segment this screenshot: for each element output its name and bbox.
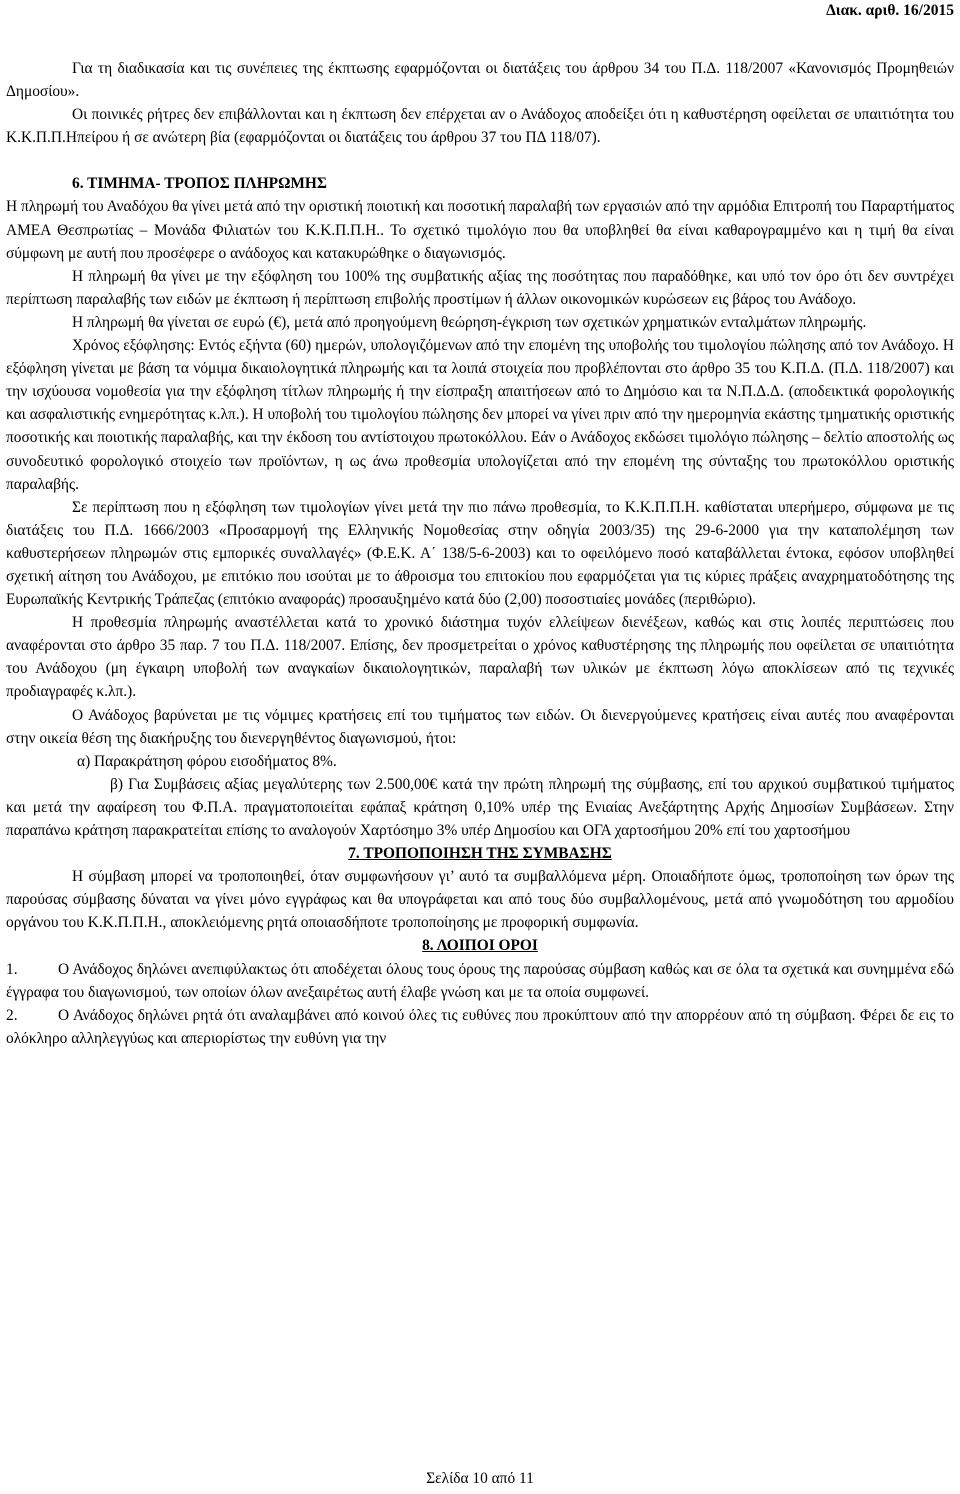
paragraph: Σε περίπτωση που η εξόφληση των τιμολογίων γίνει μετά την πιο πάνω προθεσμία, το Κ.Κ.Π.Π.Η. καθίσταται υπερήμερο, σύμφωνα με τις διατάξεις του Π.Δ. 1666/2003 «Προσαρμογή της Ελληνικής Νομοθεσίας στην οδηγία 2003/35) της 29-6-2000 για την καταπολέμηση των καθυστερήσεων πληρωμών στις εμπορικές συναλλαγές» (Φ.Ε.Κ. Α΄ 138/5-6-2003) και το οφειλόμενο ποσό καταβάλλεται έντοκα, εφόσον υποβληθεί σχετική αίτηση του Ανάδοχου, με επιτόκιο που ισούται με το άθροισμα του επιτοκίου που εφαρμόζεται για τις κύριες πράξεις αναχρηματοδότησης της Ευρωπαϊκής Κεντρικής Τράπεζας (επιτόκιο αναφοράς) προσαυξημένο κατά δύο (2,00) ποσοστιαίες μονάδες (περιθώριο).	[6, 498, 954, 609]
numbered-item	[6, 958, 954, 1004]
section-6-title: 6. ΤΙΜΗΜΑ- ΤΡΟΠΟΣ ΠΛΗΡΩΜΗΣ	[72, 175, 327, 193]
section-7-title: 7. ΤΡΟΠΟΠΟΙΗΣΗ ΤΗΣ ΣΥΜΒΑΣΗΣ	[348, 845, 612, 863]
item-number: 2.	[6, 1006, 18, 1024]
document-body	[6, 57, 954, 1050]
list-item-a: α) Παρακράτηση φόρου εισοδήματος 8%.	[77, 752, 337, 770]
paragraph: Οι ποινικές ρήτρες δεν επιβάλλονται και η έκπτωση δεν επέρχεται αν ο Ανάδοχος αποδείξει ότι η καθυστέρηση οφείλεται σε υπαιτιότητα του Κ.Κ.Π.Π.Ηπείρου ή σε ανώτερη βία (εφαρμόζονται οι διατάξεις του άρθρου 37 του ΠΔ 118/07).	[6, 106, 954, 147]
item-text: Ο Ανάδοχος δηλώνει ανεπιφύλακτως ότι αποδέχεται όλους τους όρους της παρούσας σύμβαση καθώς και σε όλα τα σχετικά και συνημμένα εδώ έγγραφα του διαγωνισμού, των οποίων όλων ανεξαιρέτως αυτή έλαβε γνώση και με τα οποία συμφωνεί.	[6, 960, 954, 1001]
list-item-b: β) Για Συμβάσεις αξίας μεγαλύτερης των 2.500,00€ κατά την πρώτη πληρωμή της σύμβασης, επί του αρχικού συμβατικού τιμήματος και μετά την αφαίρεση του Φ.Π.Α. πραγματοποιείται εφάπαξ κράτηση 0,10% υπέρ της Ενιαίας Ανεξάρτητης Αρχής Δημοσίων Συμβάσεων. Στην παραπάνω κράτηση παρακρατείται επίσης το αναλογούν Χαρτόσημο 3% υπέρ Δημοσίου και ΟΓΑ χαρτοσήμου 20% επί του χαρτοσήμου	[6, 775, 954, 839]
paragraph: Η πληρωμή του Αναδόχου θα γίνει μετά από την οριστική ποιοτική και ποσοτική παραλαβή των εργασιών από την αρμόδια Επιτροπή του Παραρτήματος ΑΜΕΑ Θεσπρωτίας – Μονάδα Φιλιατών του Κ.Κ.Π.Π.Η.. Το σχετικό τιμολόγιο που θα υποβληθεί θα είναι καθαρογραμμένο και η τιμή θα είναι σύμφωνη με αυτή που προσέφερε ο ανάδοχος και κατακυρώθηκε ο διαγωνισμός.	[6, 198, 954, 262]
numbered-item	[6, 1004, 954, 1050]
item-text: Ο Ανάδοχος δηλώνει ρητά ότι αναλαμβάνει από κοινού όλες τις ευθύνες που προκύπτουν από την απορρέουν από τη σύμβαση. Φέρει δε εις το ολόκληρο αλληλεγγύως και απεριορίστως την ευθύνη για την	[6, 1006, 954, 1047]
paragraph: Η πληρωμή θα γίνεται σε ευρώ (€), μετά από προηγούμενη θεώρηση-έγκριση των σχετικών χρηματικών ενταλμάτων πληρωμής.	[72, 313, 867, 331]
section-8-title: 8. ΛΟΙΠΟΙ ΟΡΟΙ	[422, 937, 538, 955]
paragraph: Ο Ανάδοχος βαρύνεται με τις νόμιμες κρατήσεις επί του τιμήματος των ειδών. Οι διενεργούμενες κρατήσεις είναι αυτές που αναφέρονται στην οικεία θέση της διακήρυξης του διενεργηθέντος διαγωνισμού, ήτοι:	[6, 706, 954, 747]
paragraph: Για τη διαδικασία και τις συνέπειες της έκπτωσης εφαρμόζονται οι διατάξεις του άρθρου 34 του Π.Δ. 118/2007 «Κανονισμός Προμηθειών Δημοσίου».	[6, 60, 954, 101]
section-6-heading	[6, 172, 954, 195]
item-number: 1.	[6, 960, 18, 978]
paragraph: Χρόνος εξόφλησης: Εντός εξήντα (60) ημερών, υπολογιζόμενων από την επομένη της υποβολής του τιμολογίου πώλησης από τον Ανάδοχο. Η εξόφληση γίνεται με βάση τα νόμιμα δικαιολογητικά πληρωμής και τα λοιπά στοιχεία που προβλέπονται στο άρθρο 35 του Κ.Π.Δ. (Π.Δ. 118/2007) και την ισχύουσα νομοθεσία για την εξόφληση τίτλων πληρωμής ή την είσπραξη απαιτήσεων από το Δημόσιο και τα Ν.Π.Δ.Δ. (αποδεικτικά φορολογικής και ασφαλιστικής ενημερότητας κ.λπ.). Η υποβολή του τιμολογίου πώλησης δεν μπορεί να γίνει πριν από την ημερομηνία εκάστης τμηματικής οριστικής ποσοτικής και ποιοτικής παραλαβής, και την έκδοση του αντίστοιχου πρωτοκόλλου. Εάν ο Ανάδοχος εκδώσει τιμολόγιο πώλησης – δελτίο αποστολής ως συνοδευτικό φορολογικό στοιχείο των προϊόντων, η ως άνω προθεσμία υπολογίζεται από την επομένη της σύνταξης του πρωτοκόλλου οριστικής παραλαβής.	[6, 337, 954, 493]
issue-number: Διακ. αριθ. 16/2015	[826, 2, 954, 19]
paragraph: Η προθεσμία πληρωμής αναστέλλεται κατά το χρονικό διάστημα τυχόν ελλείψεων διενέξεων, καθώς και στις λοιπές περιπτώσεις που αναφέρονται στο άρθρο 35 παρ. 7 του Π.Δ. 118/2007. Επίσης, δεν προσμετρείται ο χρόνος καθυστέρησης της πληρωμής που οφείλεται σε υπαιτιότητα του Ανάδοχου (μη έγκαιρη υποβολή των αναγκαίων δικαιολογητικών, παραλαβή των υλικών με έκπτωση λόγω αποκλίσεων από τις τεχνικές προδιαγραφές κ.λπ.).	[6, 614, 954, 701]
paragraph: Η σύμβαση μπορεί να τροποποιηθεί, όταν συμφωνήσουν γι’ αυτό τα συμβαλλόμενα μέρη. Οποιαδήποτε όμως, τροποποίηση των όρων της παρούσας σύμβασης δύναται να γίνει μόνο εγγράφως και θα υπογράφεται και από τους δύο συμβαλλομένους, μετά από γνωμοδότηση του αρμοδίου οργάνου του Κ.Κ.Π.Π.Η., αποκλειόμενης ρητά οποιασδήποτε τροποποίησης με προφορική συμφωνία.	[6, 868, 954, 932]
paragraph: Η πληρωμή θα γίνει με την εξόφληση του 100% της συμβατικής αξίας της ποσότητας που παραδόθηκε, και υπό τον όρο ότι δεν συντρέχει περίπτωση παραλαβής των ειδών με έκπτωση ή περίπτωση επιβολής προστίμων ή άλλων οικονομικών κυρώσεων εις βάρος του Ανάδοχο.	[6, 267, 954, 308]
page-number: Σελίδα 10 από 11	[426, 1470, 534, 1487]
